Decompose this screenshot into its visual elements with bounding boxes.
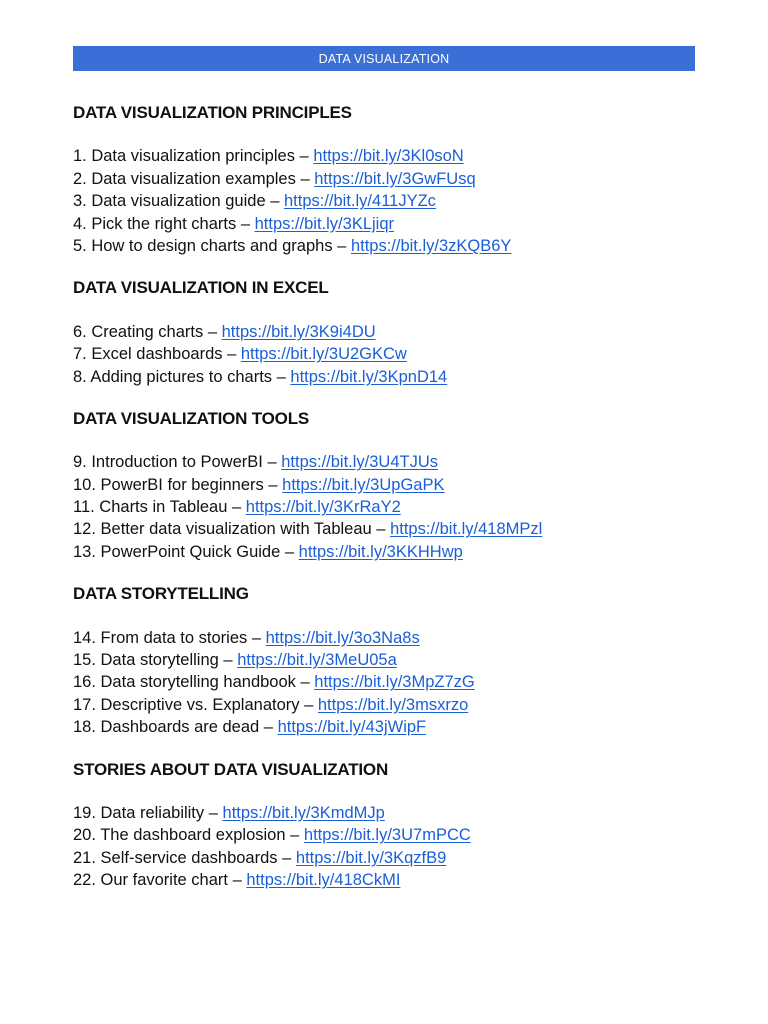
separator: – [262, 453, 282, 472]
separator: – [265, 192, 284, 211]
header-title: DATA VISUALIZATION [318, 51, 450, 66]
list-item [73, 235, 713, 257]
separator: – [236, 214, 255, 233]
item-link[interactable]: https://bit.ly/3UpGaPK [282, 475, 445, 494]
list-item [73, 343, 713, 365]
item-label: 22. Our favorite chart [73, 871, 228, 890]
item-label: 5. How to design charts and graphs [73, 236, 333, 255]
separator: – [222, 345, 241, 364]
list-item [73, 213, 713, 235]
list-item [73, 190, 713, 212]
separator: – [272, 367, 291, 386]
item-link[interactable]: https://bit.ly/3KmdMJp [222, 803, 385, 822]
list-item [73, 541, 713, 563]
separator: – [227, 498, 246, 517]
item-label: 11. Charts in Tableau [73, 498, 228, 517]
item-link[interactable]: https://bit.ly/3KKHHwp [298, 542, 463, 561]
item-link[interactable]: https://bit.ly/3KrRaY2 [245, 498, 401, 517]
separator: – [277, 848, 296, 867]
separator: – [203, 322, 222, 341]
separator: – [285, 826, 304, 845]
separator: – [228, 871, 247, 890]
separator: – [218, 651, 238, 670]
item-label: 2. Data visualization examples [73, 169, 296, 188]
section-title: DATA VISUALIZATION IN EXCEL [73, 278, 329, 298]
section-stories [73, 759, 713, 892]
item-link[interactable]: https://bit.ly/3msxrzo [317, 695, 469, 714]
item-label: 12. Better data visualization with Tableau [73, 520, 372, 539]
item-label: 9. Introduction to PowerBI [73, 453, 263, 472]
item-link[interactable]: https://bit.ly/3K9i4DU [221, 322, 376, 341]
separator: – [259, 718, 278, 737]
item-link[interactable]: https://bit.ly/411JYZc [283, 192, 436, 211]
list-item [73, 451, 713, 473]
list-item [73, 824, 713, 846]
section-title: DATA STORYTELLING [73, 584, 249, 604]
item-label: 1. Data visualization principles [73, 147, 295, 166]
separator: – [263, 475, 283, 494]
separator: – [299, 695, 318, 714]
list-item [73, 716, 713, 738]
item-label: 15. Data storytelling [73, 651, 219, 670]
list-item [73, 869, 713, 891]
link-list [73, 802, 713, 892]
item-label: 10. PowerBI for beginners [73, 475, 264, 494]
list-item [73, 321, 713, 343]
item-link[interactable]: https://bit.ly/3zKQB6Y [350, 236, 512, 255]
list-item [73, 847, 713, 869]
item-link[interactable]: https://bit.ly/3U2GKCw [240, 345, 407, 364]
item-link[interactable]: https://bit.ly/3o3Na8s [265, 628, 420, 647]
section-excel [73, 277, 713, 388]
link-list [73, 451, 713, 563]
item-link[interactable]: https://bit.ly/3MpZ7zG [314, 673, 475, 692]
item-label: 4. Pick the right charts [73, 214, 237, 233]
item-link[interactable]: https://bit.ly/3Kl0soN [313, 147, 464, 166]
section-principles [73, 102, 713, 257]
separator: – [204, 803, 223, 822]
item-label: 14. From data to stories [73, 628, 248, 647]
item-link[interactable]: https://bit.ly/3KqzfB9 [295, 848, 447, 867]
item-label: 13. PowerPoint Quick Guide [73, 542, 281, 561]
item-link[interactable]: https://bit.ly/3KLjiqr [254, 214, 395, 233]
list-item [73, 649, 713, 671]
item-label: 18. Dashboards are dead [73, 718, 260, 737]
list-item [73, 802, 713, 824]
list-item [73, 694, 713, 716]
link-list [73, 627, 713, 739]
header-bar [73, 46, 695, 71]
separator: – [295, 169, 315, 188]
separator: – [280, 542, 299, 561]
section-title: DATA VISUALIZATION PRINCIPLES [73, 103, 352, 122]
list-item [73, 145, 713, 167]
list-item [73, 496, 713, 518]
list-item [73, 474, 713, 496]
item-label: 21. Self-service dashboards [73, 848, 278, 867]
separator: – [247, 628, 266, 647]
separator: – [332, 236, 351, 255]
item-link[interactable]: https://bit.ly/3KpnD14 [290, 367, 448, 386]
item-label: 16. Data storytelling handbook [73, 673, 296, 692]
section-title: DATA VISUALIZATION TOOLS [73, 408, 310, 428]
list-item [73, 366, 713, 388]
list-item [73, 518, 713, 540]
list-item [73, 168, 713, 190]
item-label: 7. Excel dashboards [73, 345, 223, 364]
section-title: STORIES ABOUT DATA VISUALIZATION [73, 759, 389, 779]
item-link[interactable]: https://bit.ly/43jWipF [277, 718, 427, 737]
list-item [73, 671, 713, 693]
item-link[interactable]: https://bit.ly/3U4TJUs [281, 453, 439, 472]
item-link[interactable]: https://bit.ly/418CkMI [246, 871, 401, 890]
document-body [73, 102, 713, 912]
item-label: 17. Descriptive vs. Explanatory [73, 695, 300, 714]
separator: – [371, 520, 391, 539]
separator: – [295, 673, 315, 692]
list-item [73, 627, 713, 649]
item-link[interactable]: https://bit.ly/3MeU05a [237, 651, 397, 670]
item-link[interactable]: https://bit.ly/3GwFUsq [314, 169, 476, 188]
item-link[interactable]: https://bit.ly/418MPzl [390, 520, 543, 539]
item-label: 8. Adding pictures to charts [73, 367, 273, 386]
item-label: 19. Data reliability [73, 803, 205, 822]
separator: – [294, 147, 314, 166]
section-storytelling [73, 583, 713, 738]
item-link[interactable]: https://bit.ly/3U7mPCC [303, 826, 471, 845]
section-tools [73, 408, 713, 563]
item-label: 6. Creating charts [73, 322, 204, 341]
item-label: 3. Data visualization guide [73, 192, 266, 211]
item-label: 20. The dashboard explosion [73, 826, 286, 845]
link-list [73, 145, 713, 257]
link-list [73, 321, 713, 388]
